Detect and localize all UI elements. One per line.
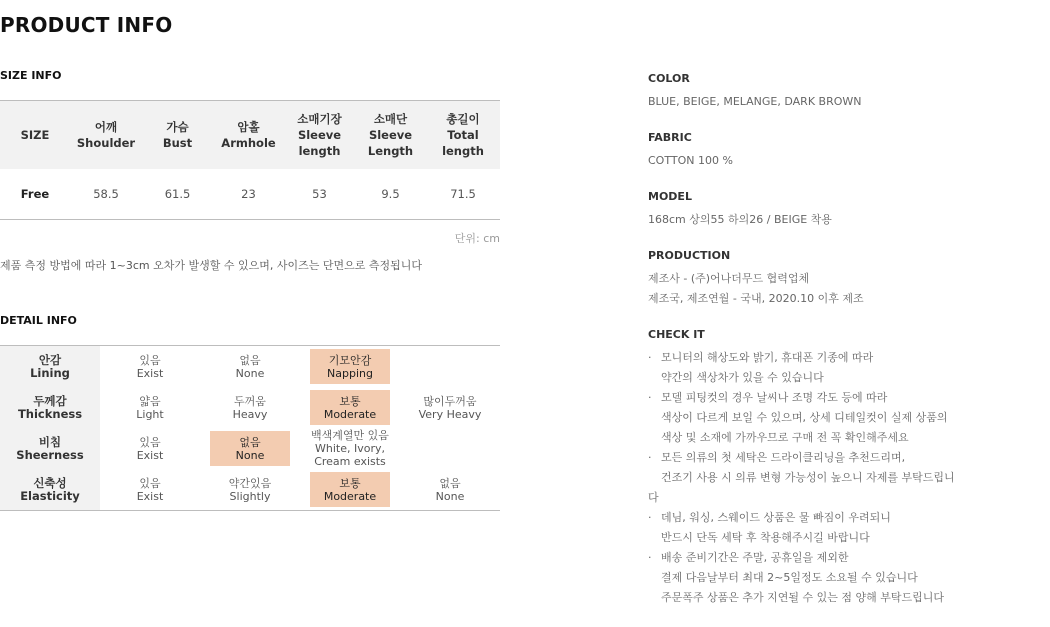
- detail-option-selected: [200, 428, 300, 469]
- detail-table: [0, 345, 500, 511]
- option-ko: 없음: [239, 435, 261, 449]
- selected-highlight: [310, 349, 390, 384]
- check-item: [648, 388, 1008, 448]
- detail-option: [100, 469, 200, 511]
- option-en: Heavy: [232, 407, 268, 421]
- option-en: None: [235, 448, 265, 462]
- color-block: [648, 72, 1008, 112]
- fabric-title: FABRIC: [648, 131, 692, 144]
- check-it-list: [648, 348, 1008, 608]
- detail-option: [100, 428, 200, 469]
- bullet-icon: ·: [648, 391, 652, 404]
- option-en: Light: [136, 407, 164, 421]
- detail-label-en: Lining: [30, 365, 70, 380]
- size-header-sleeve-length: 소매기장 Sleeve length: [284, 101, 355, 170]
- detail-option: [400, 387, 500, 428]
- production-manufacturer: 제조사 - (주)어나더무드 협력업체: [648, 272, 810, 285]
- bullet-icon: ·: [648, 551, 652, 564]
- option-ko: 보통: [339, 476, 361, 490]
- option-ko: 백색계열만 있음: [311, 429, 389, 442]
- option-en: Exist: [136, 448, 164, 462]
- detail-option-selected: [300, 469, 400, 511]
- bullet-icon: ·: [648, 451, 652, 464]
- option-en: Slightly: [229, 489, 271, 503]
- check-line: 결제 다음날부터 최대 2~5일정도 소요될 수 있습니다: [661, 571, 918, 584]
- selected-highlight: [210, 431, 290, 466]
- size-header-total-length: 총길이 Total length: [426, 101, 500, 170]
- size-value-sleeve-length: 53: [284, 169, 355, 220]
- detail-option: [200, 387, 300, 428]
- check-line: 배송 준비기간은 주말, 공휴일을 제외한: [661, 551, 849, 564]
- size-header-sleeve-hem: 소매단 Sleeve Length: [355, 101, 426, 170]
- production-title: PRODUCTION: [648, 249, 731, 262]
- size-table: [0, 100, 500, 220]
- model-value: 168cm 상의55 하의26 / BEIGE 착용: [648, 213, 832, 226]
- check-line: 데님, 워싱, 스웨이드 상품은 물 빠짐이 우려되니: [661, 511, 891, 524]
- size-header-size: SIZE: [0, 101, 70, 170]
- option-ko: 없음: [439, 476, 461, 490]
- fabric-block: [648, 131, 1008, 171]
- detail-label-en: Sheerness: [16, 447, 84, 462]
- detail-label-ko: 두께감: [33, 393, 67, 408]
- check-line: 모든 의류의 첫 세탁은 드라이클리닝을 추천드리며,: [661, 451, 906, 464]
- product-info-panel: [648, 72, 1008, 627]
- check-item: [648, 548, 1008, 608]
- check-line: 다: [648, 491, 659, 504]
- detail-option: [100, 346, 200, 388]
- size-header-shoulder: 어깨 Shoulder: [70, 101, 142, 170]
- bullet-icon: ·: [648, 511, 652, 524]
- detail-option: [300, 428, 400, 469]
- option-en: Moderate: [323, 407, 377, 421]
- check-line: 약간의 색상차가 있을 수 있습니다: [661, 371, 824, 384]
- check-line: 모니터의 해상도와 밝기, 휴대폰 기종에 따라: [661, 351, 874, 364]
- detail-option: [200, 469, 300, 511]
- color-title: COLOR: [648, 72, 690, 85]
- option-en: None: [435, 489, 465, 503]
- model-title: MODEL: [648, 190, 692, 203]
- option-en: None: [235, 366, 265, 380]
- selected-highlight: [310, 390, 390, 425]
- size-row: [0, 169, 500, 220]
- detail-row-label: [0, 428, 100, 469]
- detail-row: [0, 346, 500, 388]
- option-ko: 없음: [239, 353, 261, 367]
- size-value-armhole: 23: [213, 169, 284, 220]
- detail-label-ko: 안감: [38, 352, 62, 367]
- detail-label-en: Thickness: [17, 406, 83, 421]
- check-item: [648, 348, 1008, 388]
- size-value-total-length: 71.5: [426, 169, 500, 220]
- check-item: [648, 448, 1008, 508]
- option-ko: 보통: [339, 394, 361, 408]
- option-en: White, Ivory, Cream exists: [314, 442, 386, 468]
- option-ko: 있음: [139, 435, 161, 449]
- check-line: 건조기 사용 시 의류 변형 가능성이 높으니 자제를 부탁드립니: [661, 471, 955, 484]
- option-ko: 약간있음: [228, 476, 272, 490]
- check-it-title: CHECK IT: [648, 328, 705, 341]
- check-line: 주문폭주 상품은 추가 지연될 수 있는 점 양해 부탁드립니다: [661, 591, 944, 604]
- check-line: 색상이 다르게 보일 수 있으며, 상세 디테일컷이 실제 상품의: [661, 411, 948, 424]
- detail-row: [0, 428, 500, 469]
- size-info-heading: SIZE INFO: [0, 69, 62, 82]
- check-line: 색상 및 소재에 가까우므로 구매 전 꼭 확인해주세요: [661, 431, 909, 444]
- detail-option: [200, 346, 300, 388]
- measurement-note: 제품 측정 방법에 따라 1~3cm 오차가 발생할 수 있으며, 사이즈는 단면으로 측정됩니다: [0, 259, 422, 272]
- size-header-armhole: 암홀 Armhole: [213, 101, 284, 170]
- check-line: 모델 피팅컷의 경우 날씨나 조명 각도 등에 따라: [661, 391, 888, 404]
- detail-info-heading: DETAIL INFO: [0, 314, 77, 327]
- option-ko: 있음: [139, 476, 161, 490]
- detail-option-selected: [300, 346, 400, 388]
- detail-row: [0, 469, 500, 511]
- option-en: Moderate: [323, 489, 377, 503]
- fabric-value: COTTON 100 %: [648, 154, 733, 167]
- size-value-sleeve-hem: 9.5: [355, 169, 426, 220]
- option-en: Exist: [136, 489, 164, 503]
- unit-label: 단위: cm: [454, 232, 500, 245]
- color-value: BLUE, BEIGE, MELANGE, DARK BROWN: [648, 95, 862, 108]
- detail-option: [400, 469, 500, 511]
- size-value-shoulder: 58.5: [70, 169, 142, 220]
- detail-row-label: [0, 387, 100, 428]
- detail-row: [0, 387, 500, 428]
- detail-row-label: [0, 346, 100, 388]
- detail-option: [400, 428, 500, 469]
- detail-option: [100, 387, 200, 428]
- check-item: [648, 508, 1008, 548]
- option-ko: 두꺼움: [234, 394, 266, 408]
- model-block: [648, 190, 1008, 230]
- check-it-block: [648, 328, 1008, 608]
- detail-label-ko: 신축성: [33, 475, 67, 490]
- option-en: Napping: [327, 366, 373, 380]
- detail-row-label: [0, 469, 100, 511]
- option-ko: 많이두꺼움: [423, 394, 477, 408]
- detail-label-ko: 비침: [38, 434, 62, 449]
- size-value-bust: 61.5: [142, 169, 213, 220]
- detail-option: [400, 346, 500, 388]
- option-en: Very Heavy: [418, 407, 482, 421]
- bullet-icon: ·: [648, 351, 652, 364]
- production-origin: 제조국, 제조연월 - 국내, 2020.10 이후 제조: [648, 292, 864, 305]
- detail-label-en: Elasticity: [20, 488, 80, 503]
- page-title: PRODUCT INFO: [0, 13, 173, 37]
- option-en: Exist: [136, 366, 164, 380]
- size-header-bust: 가슴 Bust: [142, 101, 213, 170]
- option-ko: 얇음: [139, 394, 161, 408]
- size-row-size: Free: [0, 169, 70, 220]
- check-line: 반드시 단독 세탁 후 착용해주시길 바랍니다: [661, 531, 870, 544]
- option-ko: 있음: [139, 353, 161, 367]
- size-table-header-row: [0, 101, 500, 170]
- option-ko: 기모안감: [328, 353, 372, 367]
- detail-option-selected: [300, 387, 400, 428]
- selected-highlight: [310, 472, 390, 507]
- production-block: [648, 249, 1008, 309]
